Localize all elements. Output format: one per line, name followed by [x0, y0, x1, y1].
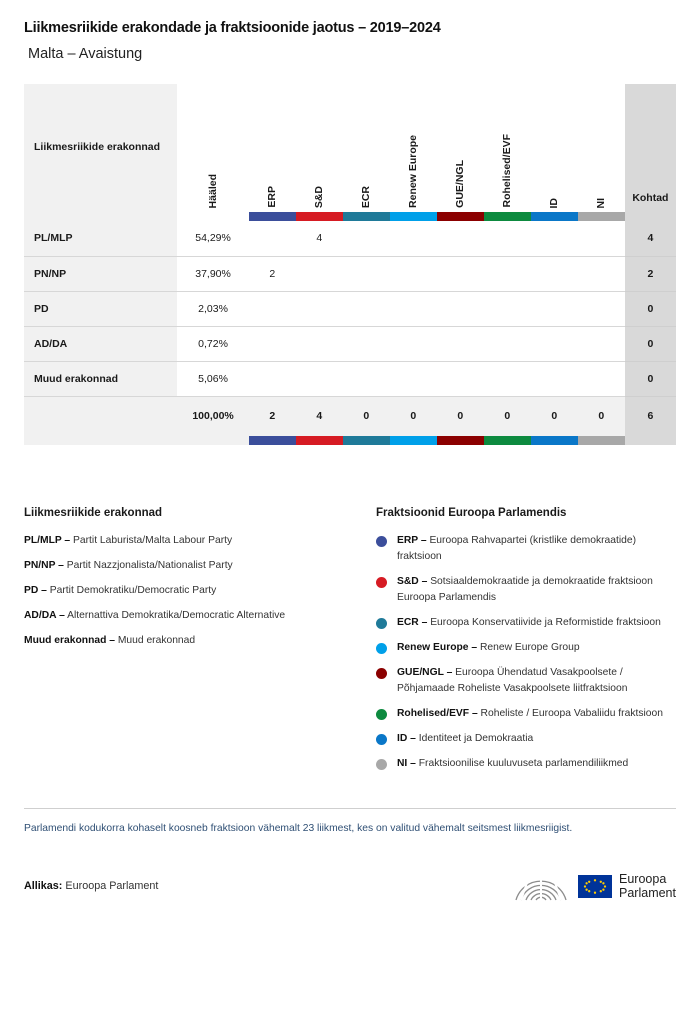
color-bar-bottom-spacer-party [24, 436, 177, 445]
col-header-group-erp [249, 84, 296, 212]
results-table-container [24, 84, 676, 445]
color-bar-greens [484, 212, 531, 221]
legend-group-text: Roheliste / Euroopa Vabaliidu fraktsioon [477, 707, 663, 719]
legend-item-abbr: PD – [24, 584, 47, 596]
row-cell-ecr [343, 221, 390, 256]
row-cell-greens [484, 361, 531, 396]
source-line [24, 880, 158, 892]
legend-item-abbr: PL/MLP – [24, 535, 71, 546]
row-seats: 2 [625, 256, 676, 291]
col-header-group-sd [296, 84, 343, 212]
table-row [24, 256, 676, 291]
color-bar-bottom-erp [249, 436, 296, 445]
row-party-name: PL/MLP [24, 221, 177, 256]
ep-wordmark [619, 872, 676, 901]
row-cell-ni [578, 221, 625, 256]
row-cell-greens [484, 326, 531, 361]
row-cell-ni [578, 361, 625, 396]
col-header-group-ecr-label: ECR [360, 185, 373, 208]
row-cell-sd [296, 256, 343, 291]
row-cell-guengl [437, 221, 484, 256]
row-cell-guengl [437, 256, 484, 291]
col-header-group-guengl [437, 84, 484, 212]
col-header-votes-label: Hääled [207, 173, 220, 208]
row-cell-id [531, 326, 578, 361]
legend-national-title: Liikmesriikide erakonnad [24, 507, 163, 519]
legend-group-text: Sotsiaaldemokraatide ja demokraatide fraktsioon Euroopa Parlamendis [397, 575, 653, 603]
legend-national-parties [24, 507, 376, 780]
table-body [24, 221, 676, 396]
group-color-dot-greens-icon [376, 709, 387, 720]
legend-item [24, 533, 376, 549]
page-title: Liikmesriikide erakondade ja fraktsioonide jaotus – 2019–2024 [24, 20, 441, 36]
legend-group-text: Fraktsioonilise kuuluvuseta parlamendiliikmed [415, 757, 629, 769]
total-cell-ni: 0 [578, 396, 625, 436]
col-header-group-erp-label: ERP [266, 186, 279, 208]
row-party-name: PN/NP [24, 256, 177, 291]
group-color-bar-bottom [24, 436, 676, 445]
row-cell-ni [578, 291, 625, 326]
row-seats: 0 [625, 326, 676, 361]
legend-group-item [376, 731, 676, 747]
col-header-seats [625, 84, 676, 212]
row-cell-sd [296, 291, 343, 326]
legend-item-text: Partit Nazzjonalista/Nationalist Party [63, 559, 233, 571]
legend-item-text: Partit Laburista/Malta Labour Party [70, 535, 233, 546]
legend-section [24, 507, 676, 780]
color-bar-bottom-guengl [437, 436, 484, 445]
color-bar-spacer-seats [625, 212, 676, 221]
row-cell-id [531, 256, 578, 291]
color-bar-ecr [343, 212, 390, 221]
group-color-dot-renew-icon [376, 643, 387, 654]
color-bar-bottom-greens [484, 436, 531, 445]
row-votes: 0,72% [177, 326, 249, 361]
legend-item-text: Alternattiva Demokratika/Democratic Alternative [64, 609, 286, 621]
group-color-dot-id-icon [376, 734, 387, 745]
row-cell-greens [484, 221, 531, 256]
row-cell-guengl [437, 326, 484, 361]
group-color-dot-sd-icon [376, 577, 387, 588]
row-cell-sd [296, 361, 343, 396]
legend-item-abbr: PN/NP – [24, 559, 64, 571]
legend-group-abbr: NI – [397, 757, 416, 769]
row-cell-erp [249, 326, 296, 361]
color-bar-renew [390, 212, 437, 221]
legend-group-text: Euroopa Ühendatud Vasakpoolsete / Põhjamaade Roheliste Vasakpoolsete liitfraktsioon [397, 666, 628, 694]
row-votes: 54,29% [177, 221, 249, 256]
row-cell-renew [390, 256, 437, 291]
legend-ep-groups [376, 507, 676, 780]
table-row [24, 326, 676, 361]
color-bar-erp [249, 212, 296, 221]
table-row [24, 361, 676, 396]
col-header-group-renew [390, 84, 437, 212]
color-bar-bottom-ecr [343, 436, 390, 445]
row-cell-greens [484, 291, 531, 326]
color-bar-bottom-sd [296, 436, 343, 445]
row-cell-renew [390, 221, 437, 256]
row-cell-greens [484, 256, 531, 291]
results-table [24, 84, 676, 445]
row-cell-erp: 2 [249, 256, 296, 291]
row-cell-ni [578, 256, 625, 291]
row-cell-sd: 4 [296, 221, 343, 256]
row-cell-ecr [343, 326, 390, 361]
legend-item [24, 608, 376, 624]
page-subtitle: Malta – Avaistung [28, 46, 143, 62]
total-seats: 6 [625, 396, 676, 436]
row-cell-id [531, 291, 578, 326]
row-cell-renew [390, 291, 437, 326]
table-header-row [24, 84, 676, 212]
col-header-group-greens [484, 84, 531, 212]
legend-group-text: Euroopa Konservatiivide ja Reformistide fraktsioon [427, 616, 661, 628]
legend-group-item [376, 615, 676, 631]
col-header-group-id [531, 84, 578, 212]
row-votes: 5,06% [177, 361, 249, 396]
source-value: Euroopa Parlament [62, 880, 159, 893]
legend-group-abbr: S&D – [397, 575, 428, 587]
row-seats: 0 [625, 291, 676, 326]
legend-group-abbr: ERP – [397, 535, 427, 546]
legend-group-abbr: Rohelised/EVF – [397, 707, 478, 719]
legend-group-abbr: Renew Europe – [397, 641, 478, 653]
legend-group-item [376, 533, 676, 565]
color-bar-spacer-votes [177, 212, 249, 221]
footer-divider [24, 808, 676, 809]
legend-group-text: Identiteet ja Demokraatia [415, 732, 534, 744]
table-row [24, 291, 676, 326]
row-cell-id [531, 361, 578, 396]
legend-group-abbr: ID – [397, 732, 416, 744]
row-cell-erp [249, 361, 296, 396]
col-header-seats-label: Kohtad [632, 192, 669, 204]
legend-group-item [376, 640, 676, 656]
col-header-group-ni [578, 84, 625, 212]
group-color-bar-top [24, 212, 676, 221]
row-seats: 0 [625, 361, 676, 396]
row-cell-renew [390, 326, 437, 361]
color-bar-ni [578, 212, 625, 221]
color-bar-sd [296, 212, 343, 221]
row-party-name: Muud erakonnad [24, 361, 177, 396]
color-bar-bottom-id [531, 436, 578, 445]
legend-item-text: Muud erakonnad [114, 634, 196, 646]
row-cell-ecr [343, 361, 390, 396]
legend-item [24, 583, 376, 599]
eu-flag-icon [578, 875, 612, 898]
col-header-group-guengl-label: GUE/NGL [454, 160, 467, 208]
legend-group-item [376, 756, 676, 772]
col-header-group-renew-label: Renew Europe [407, 135, 420, 208]
legend-group-item [376, 574, 676, 606]
col-header-parties-label: Liikmesriikide erakonnad [34, 141, 161, 154]
color-bar-id [531, 212, 578, 221]
legend-groups-title: Fraktsioonid Euroopa Parlamendis [376, 507, 567, 519]
color-bar-bottom-renew [390, 436, 437, 445]
color-bar-bottom-spacer-seats [625, 436, 676, 445]
row-seats: 4 [625, 221, 676, 256]
col-header-group-ni-label: NI [595, 197, 608, 208]
european-parliament-logo [512, 869, 676, 903]
group-color-dot-guengl-icon [376, 668, 387, 679]
color-bar-bottom-spacer-votes [177, 436, 249, 445]
col-header-group-ecr [343, 84, 390, 212]
legend-group-item [376, 665, 676, 697]
footnote: Parlamendi kodukorra kohaselt koosneb fraktsioon vähemalt 23 liikmest, kes on valitud vähemalt seitsmest liikmesriigist. [24, 823, 573, 835]
legend-group-text: Renew Europe Group [477, 641, 580, 653]
table-total-row [24, 396, 676, 436]
legend-group-abbr: GUE/NGL – [397, 666, 453, 678]
row-cell-id [531, 221, 578, 256]
total-cell-erp: 2 [249, 396, 296, 436]
total-label [24, 396, 177, 436]
total-votes: 100,00% [177, 396, 249, 436]
row-cell-erp [249, 291, 296, 326]
color-bar-bottom-ni [578, 436, 625, 445]
legend-item-abbr: AD/DA – [24, 609, 65, 621]
row-cell-guengl [437, 291, 484, 326]
color-bar-guengl [437, 212, 484, 221]
total-cell-greens: 0 [484, 396, 531, 436]
row-cell-ecr [343, 256, 390, 291]
row-cell-ni [578, 326, 625, 361]
col-header-group-sd-label: S&D [313, 185, 326, 208]
legend-group-text: Euroopa Rahvapartei (kristlike demokraatide) fraktsioon [397, 535, 637, 562]
legend-item-abbr: Muud erakonnad – [24, 634, 115, 646]
legend-group-abbr: ECR – [397, 616, 428, 628]
row-cell-erp [249, 221, 296, 256]
row-votes: 2,03% [177, 291, 249, 326]
total-cell-guengl: 0 [437, 396, 484, 436]
source-label: Allikas: [24, 880, 63, 893]
row-cell-renew [390, 361, 437, 396]
ep-wordmark-line2: Parlament [619, 886, 676, 901]
legend-item-text: Partit Demokratiku/Democratic Party [46, 584, 217, 596]
row-cell-guengl [437, 361, 484, 396]
total-cell-id: 0 [531, 396, 578, 436]
table-header [24, 84, 676, 212]
group-color-dot-ecr-icon [376, 618, 387, 629]
total-cell-renew: 0 [390, 396, 437, 436]
total-cell-ecr: 0 [343, 396, 390, 436]
color-bar-spacer-party [24, 212, 177, 221]
row-cell-sd [296, 326, 343, 361]
ep-hemicycle-icon [512, 869, 570, 903]
legend-group-item [376, 706, 676, 722]
row-cell-ecr [343, 291, 390, 326]
ep-wordmark-line1: Euroopa [619, 872, 667, 887]
footer [24, 869, 676, 921]
legend-item [24, 558, 376, 574]
group-color-dot-ni-icon [376, 759, 387, 770]
col-header-group-id-label: ID [548, 197, 561, 208]
group-color-dot-erp-icon [376, 536, 387, 547]
table-row [24, 221, 676, 256]
ep-flag-and-name [578, 872, 676, 901]
col-header-group-greens-label: Rohelised/EVF [501, 134, 514, 208]
row-party-name: AD/DA [24, 326, 177, 361]
col-header-votes [177, 84, 249, 212]
legend-item [24, 633, 376, 649]
col-header-parties [24, 84, 177, 212]
total-cell-sd: 4 [296, 396, 343, 436]
row-party-name: PD [24, 291, 177, 326]
row-votes: 37,90% [177, 256, 249, 291]
